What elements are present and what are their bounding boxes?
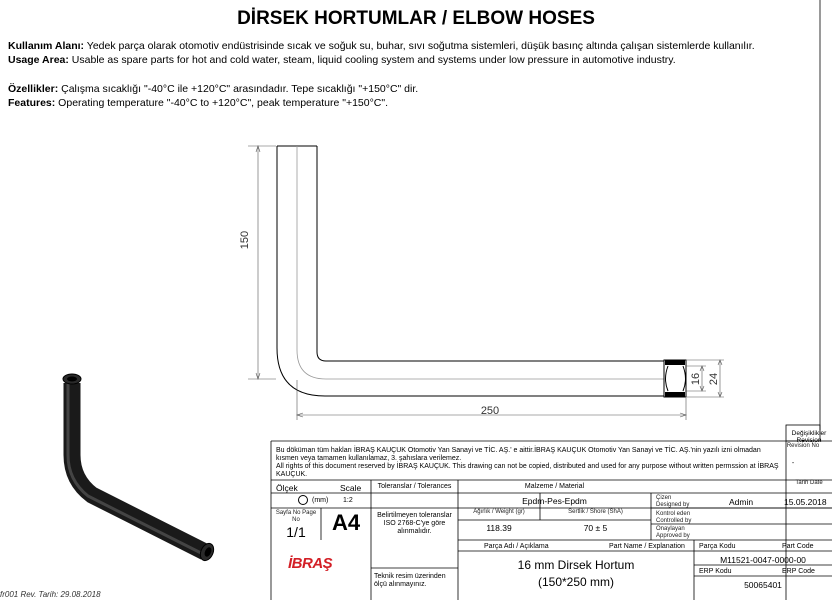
projection-icon xyxy=(298,495,308,505)
paper-size: A4 xyxy=(331,510,361,535)
copyright-en: All rights of this document reserved by İBRAŞ KAUÇUK. This drawing can not be copied, distributed and used for any purpose without written permssion at İBRAŞ KAUÇUK. xyxy=(276,463,779,478)
material-value: Epdm-Pes-Epdm xyxy=(522,496,587,506)
features-en: Features: Operating temperature "-40°C to +120°C", peak temperature "+150°C". xyxy=(8,97,389,109)
tolerance-text: Belirtilmeyen toleranslar ISO 2768-C'ye göre alınmalıdır. xyxy=(377,512,452,535)
dim-24-label: 24 xyxy=(708,372,720,386)
hose-outline xyxy=(277,146,668,396)
scale-label: Scale xyxy=(340,483,362,493)
erp-code-value: 50065401 xyxy=(744,580,782,590)
part-code-label-tr: Parça Kodu xyxy=(699,543,736,550)
approved-by-label: Onaylayan Approved by xyxy=(656,526,690,539)
hose-3d-render xyxy=(63,374,216,563)
dim-250-label: 250 xyxy=(480,405,500,417)
hardness-label: Sertlik / Shore (ShA) xyxy=(568,509,623,515)
page-no-value: 1/1 xyxy=(286,524,306,540)
weight-label: Ağırlık / Weight (gr) xyxy=(473,509,525,515)
controlled-by-label: Kontrol eden Controlled by xyxy=(656,511,692,524)
erp-code-label-en: ERP Code xyxy=(782,568,815,575)
date-value: 15.05.2018 xyxy=(784,497,827,507)
document-title: DİRSEK HORTUMLAR / ELBOW HOSES xyxy=(237,8,595,29)
page-no-label: Sayfa No Page No xyxy=(275,510,317,523)
revision-header: Değişiklikler Revision xyxy=(791,430,827,444)
unit-label: (mm) xyxy=(312,497,329,504)
part-name-line2: (150*250 mm) xyxy=(537,575,615,589)
part-name-label-en: Part Name / Explanation xyxy=(609,543,685,550)
dim-150-label: 150 xyxy=(239,230,251,250)
material-label: Malzeme / Material xyxy=(524,483,585,490)
company-logo: İBRAŞ xyxy=(288,555,333,572)
part-code-value: M11521-0047-0000-00 xyxy=(720,555,806,565)
copyright-tr: Bu döküman tüm hakları İBRAŞ KAUÇUK Otomotiv Yan Sanayi ve TİC. AŞ.' e aittir.İBRAŞ KAUÇUK Otomotiv Yan Sanayi ve TİC. AŞ.'nin yazılı izni olmadan kısmen veya tamamen kullanılamaz, 3. şahıslara verilemez. xyxy=(276,447,761,462)
weight-value: 118.39 xyxy=(486,523,512,533)
technical-note: Teknik resim üzerinden ölçü alınmayınız. xyxy=(374,573,446,588)
revision-no-label: Revision No xyxy=(786,443,820,449)
usage-area-en: Usage Area: Usable as spare parts for hot and cold water, steam, liquid cooling system and systems under low pressure in automotive industry. xyxy=(8,54,676,66)
form-revision-footer: fr001 Rev. Tarih: 29.08.2018 xyxy=(0,590,101,599)
dim-16-label: 16 xyxy=(690,372,702,386)
usage-area-tr: Kullanım Alanı: Yedek parça olarak otomotiv endüstrisinde sıcak ve soğuk su, buhar, sıvı soğutma sistemleri, düşük basınç altında çalışan sistemlerde kullanılır. xyxy=(8,40,755,52)
features-tr: Özellikler: Çalışma sıcaklığı "-40°C ile +120°C" arasındadır. Tepe sıcaklığı "+150°C" dir. xyxy=(8,83,419,95)
designed-by-label: Çizen Designed by xyxy=(656,495,690,508)
date-label: Tarih Date xyxy=(795,480,823,486)
designed-by-value: Admin xyxy=(729,497,754,507)
erp-code-label-tr: ERP Kodu xyxy=(699,568,732,575)
tolerance-label: Toleranslar / Tolerances xyxy=(377,483,452,490)
revision-no-value: - xyxy=(791,460,795,467)
hose-end-section xyxy=(664,360,686,397)
dimension-vertical xyxy=(248,146,276,379)
olcek-label: Ölçek xyxy=(276,483,298,493)
scale-value: 1:2 xyxy=(343,497,353,504)
hose-centerline xyxy=(297,146,668,379)
part-name-line1: 16 mm Dirsek Hortum xyxy=(517,558,635,572)
part-code-label-en: Part Code xyxy=(782,543,814,550)
part-name-label-tr: Parça Adı / Açıklama xyxy=(484,543,549,550)
hardness-value: 70 ± 5 xyxy=(583,523,608,533)
